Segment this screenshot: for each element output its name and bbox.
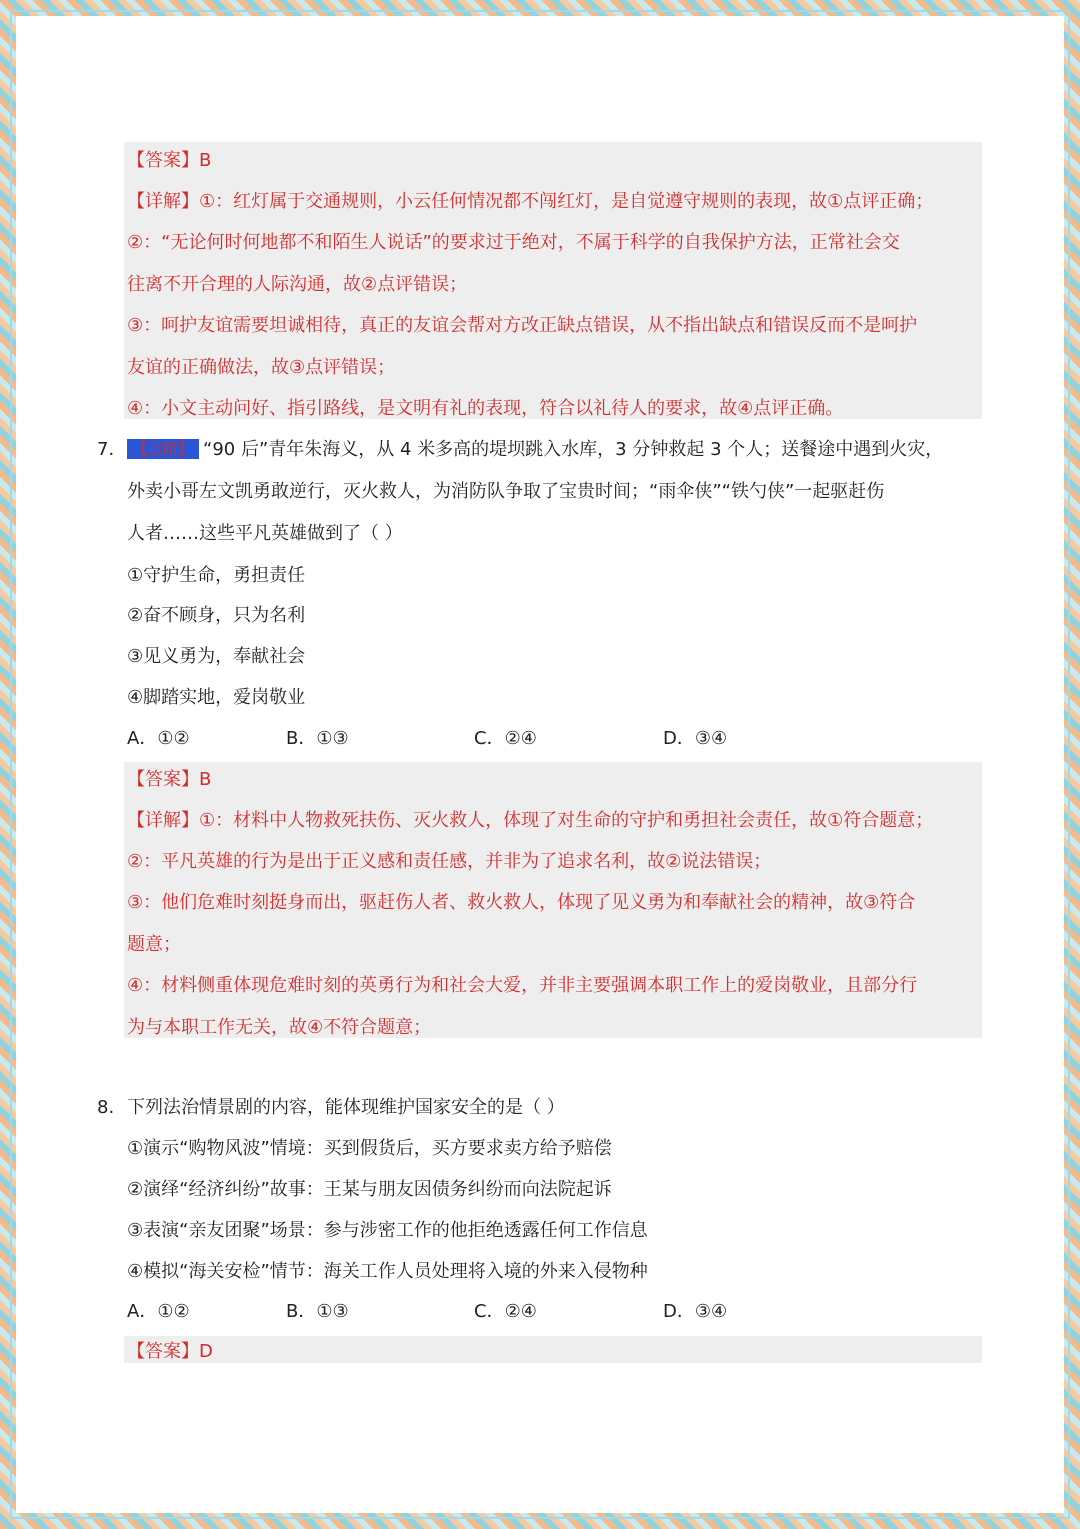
q6-answer: 【答案】B xyxy=(127,150,212,171)
q7-stem-line3: 人者……这些平凡英雄做到了（ ） xyxy=(127,523,403,544)
q8-stem: 下列法治情景剧的内容，能体现维护国家安全的是（ ） xyxy=(127,1097,565,1118)
q7-answer: 【答案】B xyxy=(127,769,212,790)
q8-item: ④模拟“海关安检”情节：海关工作人员处理将入境的外来入侵物种 xyxy=(127,1261,648,1282)
q7-option-a: A．①② xyxy=(127,728,190,749)
q6-explain-line: 往离不开合理的人际沟通，故②点评错误； xyxy=(127,274,468,295)
q7-explain-line: 题意； xyxy=(127,934,181,955)
q6-explain-line: 友谊的正确做法，故③点评错误； xyxy=(127,357,396,378)
q8-item: ③表演“亲友团聚”场景：参与涉密工作的他拒绝透露任何工作信息 xyxy=(127,1220,648,1241)
q7-item: ③见义勇为，奉献社会 xyxy=(127,646,306,667)
q7-item: ①守护生命，勇担责任 xyxy=(127,565,306,586)
q7-tag: 【点睛】 xyxy=(127,439,199,459)
q7-explain-line: 【详解】①：材料中人物救死扶伤、灭火救人，体现了对生命的守护和勇担社会责任，故①符合题意； xyxy=(127,810,934,831)
q7-explain-line: 为与本职工作无关，故④不符合题意； xyxy=(127,1017,432,1038)
q6-explain-line: ②：“无论何时何地都不和陌生人说话”的要求过于绝对，不属于科学的自我保护方法，正常社会交 xyxy=(127,232,900,253)
q7-stem-text: “90 后”青年朱海义，从 4 米多高的堤坝跳入水库，3 分钟救起 3 个人；送餐途中遇到火灾， xyxy=(203,439,944,460)
q7-stem-line2: 外卖小哥左文凯勇敢逆行，灭火救人，为消防队争取了宝贵时间；“雨伞侠”“铁勺侠”一起驱赶伤 xyxy=(127,481,885,502)
q8-answer-box xyxy=(124,1336,982,1363)
q8-option-d: D．③④ xyxy=(663,1301,728,1322)
q7-stem-line1 xyxy=(127,438,943,462)
q8-option-c: C．②④ xyxy=(474,1301,537,1322)
q7-explain-line: ③：他们危难时刻挺身而出，驱赶伤人者、救火救人，体现了见义勇为和奉献社会的精神，故③符合 xyxy=(127,892,916,913)
q7-option-d: D．③④ xyxy=(663,728,728,749)
q8-number: 8. xyxy=(97,1097,115,1118)
q6-explain-line: 【详解】①：红灯属于交通规则，小云任何情况都不闯红灯，是自觉遵守规则的表现，故①点评正确； xyxy=(127,191,934,212)
q7-number: 7. xyxy=(97,439,115,460)
q7-item: ④脚踏实地，爱岗敬业 xyxy=(127,687,306,708)
q8-item: ②演绎“经济纠纷”故事：王某与朋友因债务纠纷而向法院起诉 xyxy=(127,1179,612,1200)
q8-answer: 【答案】D xyxy=(127,1341,213,1362)
q7-explain-line: ②：平凡英雄的行为是出于正义感和责任感，并非为了追求名利，故②说法错误； xyxy=(127,851,772,872)
q8-option-a: A．①② xyxy=(127,1301,190,1322)
q6-explain-line: ③：呵护友谊需要坦诚相待，真正的友谊会帮对方改正缺点错误，从不指出缺点和错误反而不是呵护 xyxy=(127,315,918,336)
q7-option-c: C．②④ xyxy=(474,728,537,749)
q6-explain-line: ④：小文主动问好、指引路线，是文明有礼的表现，符合以礼待人的要求，故④点评正确。 xyxy=(127,398,844,419)
q8-option-b: B．①③ xyxy=(286,1301,349,1322)
q7-explain-line: ④：材料侧重体现危难时刻的英勇行为和社会大爱，并非主要强调本职工作上的爱岗敬业，且部分行 xyxy=(127,975,918,996)
q8-item: ①演示“购物风波”情境：买到假货后，买方要求卖方给予赔偿 xyxy=(127,1138,612,1159)
q7-option-b: B．①③ xyxy=(286,728,349,749)
q7-item: ②奋不顾身，只为名利 xyxy=(127,605,306,626)
